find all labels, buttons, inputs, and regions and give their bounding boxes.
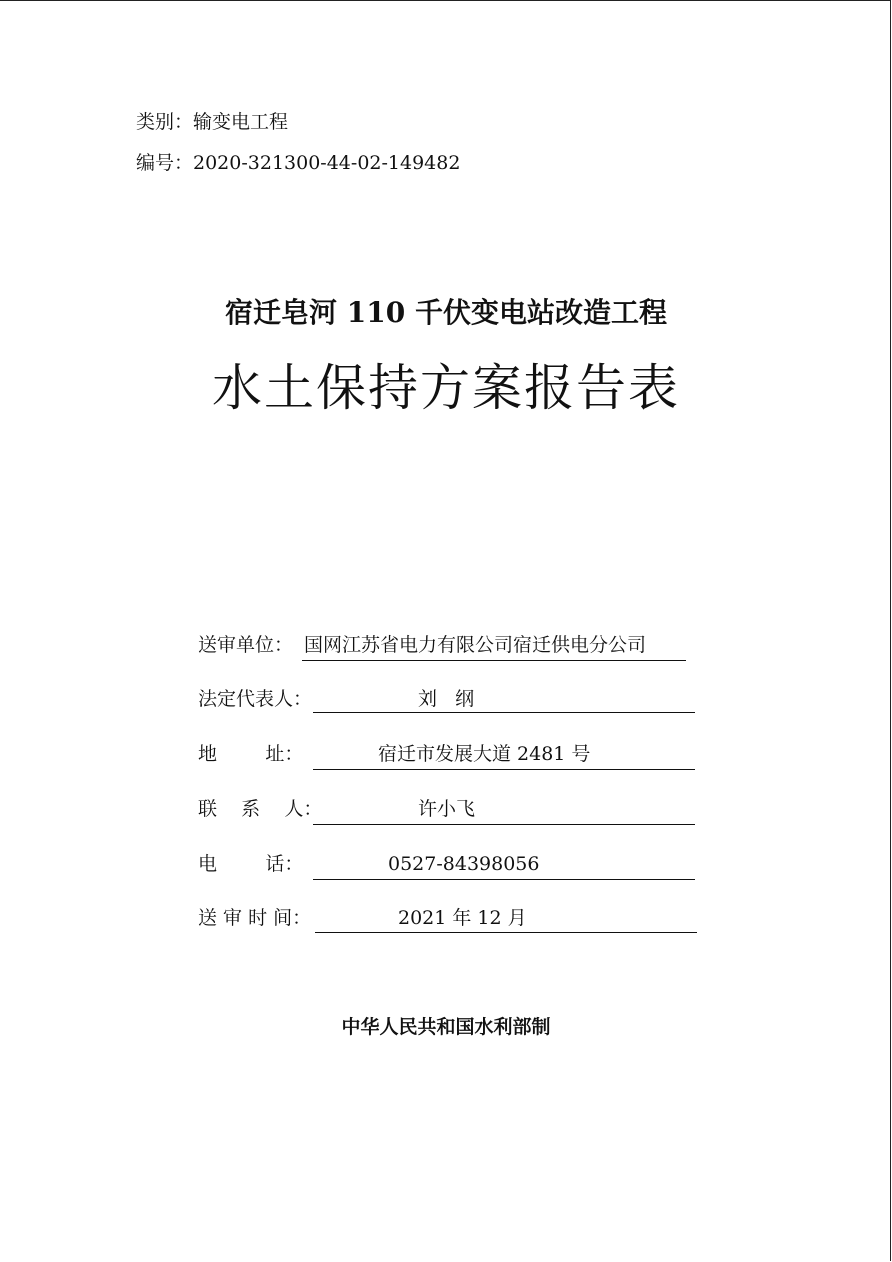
contact-value: 许小飞 [418,798,476,820]
phone-underline [313,879,695,880]
submitter-label: 送审单位： [198,634,294,656]
submit-date-underline [315,932,697,933]
phone-label: 电 话： [198,853,304,875]
legal-rep-underline [313,712,695,713]
contact-underline [313,824,695,825]
issuer-footer: 中华人民共和国水利部制 [341,1016,551,1038]
submitter-value: 国网江苏省电力有限公司宿迁供电分公司 [304,634,647,656]
project-name: 宿迁皂河 110 千伏变电站改造工程 [225,296,667,329]
contact-label: 联 系 人： [198,798,323,820]
address-value: 宿迁市发展大道 2481 号 [378,743,591,765]
submitter-underline [302,660,686,661]
address-underline [313,769,695,770]
phone-value: 0527-84398056 [388,853,540,875]
legal-rep-label: 法定代表人： [198,688,313,710]
document-number: 编号：2020-321300-44-02-149482 [136,152,461,174]
submit-date-value: 2021 年 12 月 [398,907,527,929]
submit-date-label: 送 审 时 间： [198,907,312,929]
address-label: 地 址： [198,743,304,765]
page-title: 水土保持方案报告表 [212,359,680,417]
category-line: 类别：输变电工程 [136,111,289,133]
legal-rep-value: 刘 纲 [418,688,475,710]
